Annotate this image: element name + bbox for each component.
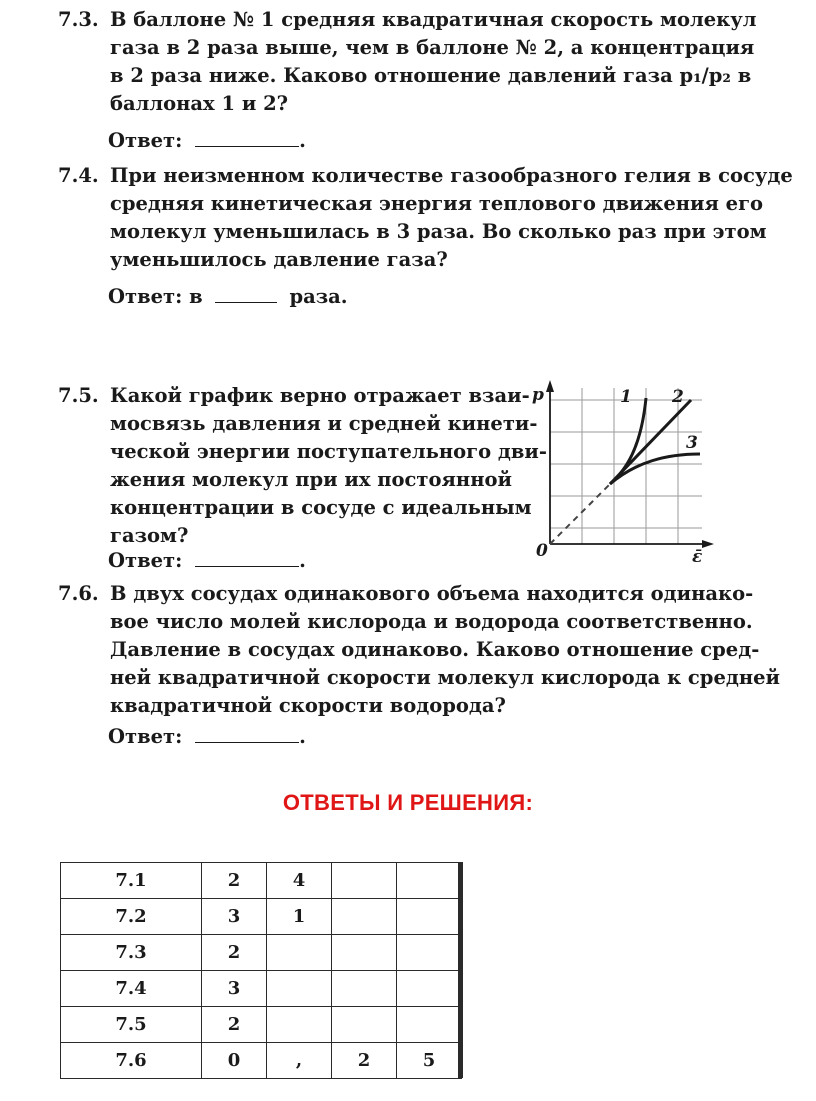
text-line: жения молекул при их постоянной xyxy=(110,468,512,491)
curve-2-label: 2 xyxy=(672,387,684,407)
table-cell: 1 xyxy=(267,899,332,935)
pressure-energy-graph xyxy=(526,378,716,568)
text-line: в 2 раза ниже. Каково отношение давлений газа p₁/p₂ в xyxy=(110,64,752,87)
table-row xyxy=(61,971,462,1007)
answer-suffix: . xyxy=(299,549,306,572)
answer-blank[interactable] xyxy=(195,548,299,567)
answer-blank[interactable] xyxy=(215,284,277,303)
answer-7-5 xyxy=(108,548,306,572)
table-row xyxy=(61,1043,462,1079)
problem-7-3-text xyxy=(110,6,757,118)
table-cell: 7.5 xyxy=(61,1007,202,1043)
text-line: Какой график верно отражает взаи- xyxy=(110,384,530,407)
answer-label: Ответ: xyxy=(108,129,183,152)
answer-blank[interactable] xyxy=(195,128,299,147)
table-cell xyxy=(332,1007,397,1043)
text-line: уменьшилось давление газа? xyxy=(110,248,448,271)
curve-1-label: 1 xyxy=(620,387,632,407)
text-line: квадратичной скорости водорода? xyxy=(110,694,506,717)
table-cell: 0 xyxy=(202,1043,267,1079)
text-line: баллонах 1 и 2? xyxy=(110,92,289,115)
table-cell: 5 xyxy=(397,1043,462,1079)
curve-2 xyxy=(610,400,691,484)
table-right-border xyxy=(458,862,463,1078)
answer-label: Ответ: xyxy=(108,549,183,572)
origin-label: 0 xyxy=(536,541,548,561)
answers-table xyxy=(60,862,462,1079)
y-axis-label: p xyxy=(532,385,544,405)
answer-label: Ответ: в xyxy=(108,285,203,308)
table-cell: 2 xyxy=(202,1007,267,1043)
problem-7-4 xyxy=(58,162,110,190)
problem-number: 7.3. xyxy=(58,8,99,31)
text-line: средняя кинетическая энергия теплового движения его xyxy=(110,192,764,215)
answers-heading: ОТВЕТЫ И РЕШЕНИЯ: xyxy=(282,790,534,815)
problem-7-6 xyxy=(58,580,110,608)
y-axis-arrow xyxy=(546,380,554,392)
table-cell xyxy=(332,971,397,1007)
problem-7-4-text xyxy=(110,162,793,274)
text-line: ней квадратичной скорости молекул кислорода к средней xyxy=(110,666,780,689)
table-cell xyxy=(332,935,397,971)
problem-number: 7.6. xyxy=(58,582,99,605)
problem-7-6-text xyxy=(110,580,780,720)
table-cell: 7.2 xyxy=(61,899,202,935)
table-row xyxy=(61,1007,462,1043)
table-cell: 2 xyxy=(332,1043,397,1079)
x-axis-label: ε̄ xyxy=(692,547,703,567)
table-row xyxy=(61,899,462,935)
table-cell: 3 xyxy=(202,899,267,935)
text-line: При неизменном количестве газообразного гелия в сосуде xyxy=(110,164,793,187)
problem-number: 7.5. xyxy=(58,384,99,407)
answer-7-3 xyxy=(108,128,306,152)
text-line: мосвязь давления и средней кинети- xyxy=(110,412,538,435)
problem-7-5 xyxy=(58,382,110,410)
table-cell xyxy=(332,863,397,899)
text-line: Давление в сосудах одинаково. Каково отношение сред- xyxy=(110,638,760,661)
text-line: газом? xyxy=(110,524,189,547)
table-cell: 7.6 xyxy=(61,1043,202,1079)
table-cell xyxy=(397,1007,462,1043)
dashed-line xyxy=(550,484,610,544)
problem-7-5-text xyxy=(110,382,547,550)
table-cell: 7.3 xyxy=(61,935,202,971)
text-line: молекул уменьшилась в 3 раза. Во сколько раз при этом xyxy=(110,220,767,243)
table-cell: 3 xyxy=(202,971,267,1007)
table-cell xyxy=(332,899,397,935)
table-cell: 2 xyxy=(202,935,267,971)
table-cell xyxy=(267,1007,332,1043)
problem-number: 7.4. xyxy=(58,164,99,187)
text-line: концентрации в сосуде с идеальным xyxy=(110,496,532,519)
table-cell xyxy=(397,899,462,935)
text-line: ческой энергии поступательного дви- xyxy=(110,440,547,463)
text-line: В баллоне № 1 средняя квадратичная скорость молекул xyxy=(110,8,757,31)
table-cell: 2 xyxy=(202,863,267,899)
table-cell: 4 xyxy=(267,863,332,899)
answer-7-4 xyxy=(108,284,348,308)
answer-7-6 xyxy=(108,724,306,748)
answer-blank[interactable] xyxy=(195,724,299,743)
answer-label: Ответ: xyxy=(108,725,183,748)
answer-suffix: . xyxy=(299,725,306,748)
text-line: вое число молей кислорода и водорода соответственно. xyxy=(110,610,753,633)
answer-suffix: раза. xyxy=(289,285,348,308)
table-cell xyxy=(397,935,462,971)
text-line: газа в 2 раза выше, чем в баллоне № 2, а концентрация xyxy=(110,36,755,59)
table-cell xyxy=(397,971,462,1007)
problem-7-3 xyxy=(58,6,110,34)
table-row xyxy=(61,863,462,899)
text-line: В двух сосудах одинакового объема находится одинако- xyxy=(110,582,754,605)
answer-suffix: . xyxy=(299,129,306,152)
table-cell xyxy=(267,971,332,1007)
curve-3-label: 3 xyxy=(686,433,698,453)
table-row xyxy=(61,935,462,971)
table-cell xyxy=(397,863,462,899)
table-cell: 7.1 xyxy=(61,863,202,899)
x-axis-arrow xyxy=(702,540,714,548)
table-cell: 7.4 xyxy=(61,971,202,1007)
table-cell xyxy=(267,935,332,971)
table-cell: , xyxy=(267,1043,332,1079)
